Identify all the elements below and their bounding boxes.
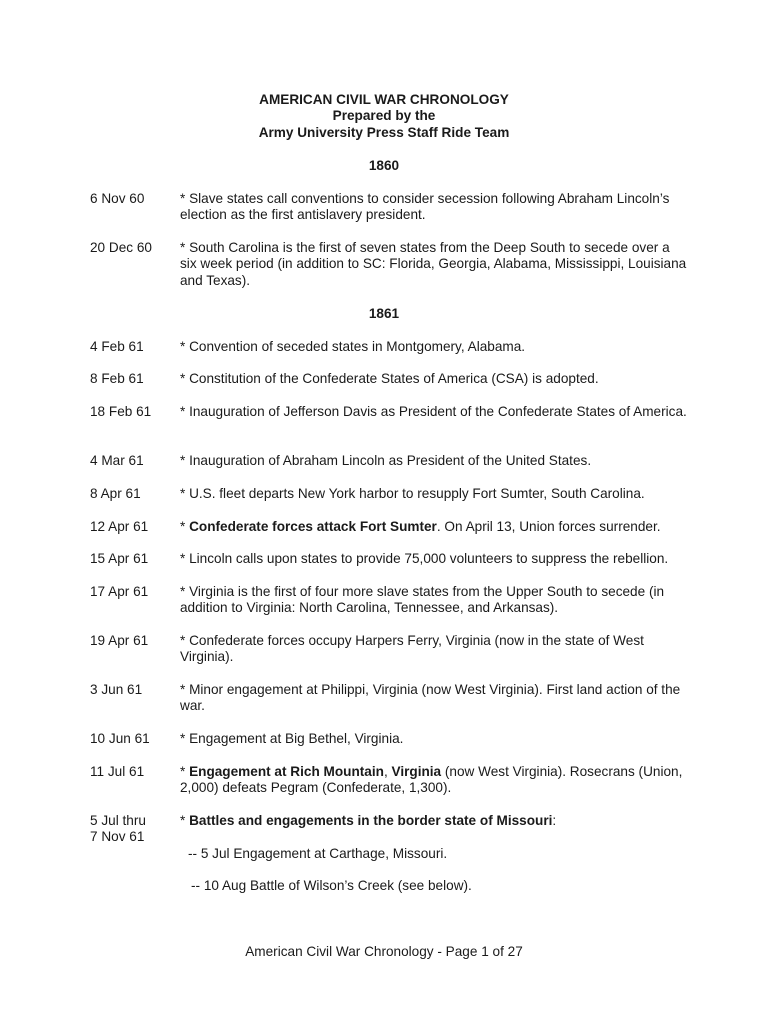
entry-text	[180, 813, 690, 829]
entry-text-bold: Engagement at Rich Mountain	[189, 764, 384, 779]
entry-date: 12 Apr 61	[90, 519, 149, 534]
year-heading-1860: 1860	[368, 158, 400, 173]
sub-item-carthage: -- 5 Jul Engagement at Carthage, Missouri.	[188, 846, 448, 861]
page-footer: American Civil War Chronology - Page 1 of 27	[245, 944, 523, 959]
entry-text	[180, 764, 690, 797]
entry-date: 17 Apr 61	[90, 584, 149, 599]
entry-text: * Lincoln calls upon states to provide 75,000 volunteers to suppress the rebellion.	[180, 551, 669, 566]
entry-text-bold-2: Virginia	[391, 764, 442, 779]
entry-date: 20 Dec 60	[90, 240, 152, 255]
entry-date: 6 Nov 60	[90, 191, 145, 206]
entry-text: * Confederate forces occupy Harpers Ferry, Virginia (now in the state of West Virginia).	[180, 633, 644, 665]
entry-date: 4 Mar 61	[90, 453, 144, 468]
entry-date: 15 Apr 61	[90, 551, 149, 566]
entry-text: * U.S. fleet departs New York harbor to resupply Fort Sumter, South Carolina.	[180, 486, 645, 501]
entry-text-suffix: :	[552, 813, 557, 828]
entry-date: 5 Jul thru 7 Nov 61	[90, 813, 146, 845]
entry-text-prefix: *	[180, 519, 190, 534]
entry-text-prefix: *	[180, 764, 190, 779]
entry-text-suffix: . On April 13, Union forces surrender.	[436, 519, 661, 534]
entry-text: * Minor engagement at Philippi, Virginia (now West Virginia). First land action of the war.	[180, 682, 681, 714]
sub-item-wilsons-creek: -- 10 Aug Battle of Wilson’s Creek (see below).	[191, 878, 472, 893]
entry-text-prefix: *	[180, 813, 190, 828]
entry-text: * Constitution of the Confederate States of America (CSA) is adopted.	[180, 371, 599, 386]
document-author: Army University Press Staff Ride Team	[258, 124, 510, 140]
entry-date: 4 Feb 61	[90, 339, 144, 354]
entry-date: 11 Jul 61	[90, 764, 145, 779]
entry-date: 8 Feb 61	[90, 371, 144, 386]
document-header	[0, 92, 768, 141]
entry-text-suffix: (now West Virginia). Rosecrans (Union, 2,000) defeats Pegram (Confederate, 1,300).	[180, 764, 683, 796]
entry-text: * Convention of seceded states in Montgomery, Alabama.	[180, 339, 526, 354]
entry-text	[180, 519, 690, 535]
entry-text-bold: Battles and engagements in the border state of Missouri	[189, 813, 553, 828]
entry-text: * Inauguration of Abraham Lincoln as President of the United States.	[180, 453, 592, 468]
document-title: AMERICAN CIVIL WAR CHRONOLOGY	[259, 92, 509, 107]
entry-text-bold: Confederate forces attack Fort Sumter	[189, 519, 437, 534]
entry-text: * Inauguration of Jefferson Davis as President of the Confederate States of America.	[180, 404, 687, 419]
entry-text: * Slave states call conventions to consider secession following Abraham Lincoln’s election as the first antislavery president.	[180, 191, 670, 223]
entry-date: 8 Apr 61	[90, 486, 141, 501]
year-heading-1861: 1861	[368, 306, 400, 321]
entry-text: * Engagement at Big Bethel, Virginia.	[180, 731, 404, 746]
entry-date: 3 Jun 61	[90, 682, 143, 697]
entry-date: 10 Jun 61	[90, 731, 150, 746]
document-subtitle: Prepared by the	[332, 108, 436, 124]
entry-date: 19 Apr 61	[90, 633, 149, 648]
entry-date: 18 Feb 61	[90, 404, 152, 419]
entry-text: * Virginia is the first of four more slave states from the Upper South to secede (in addition to Virginia: North Carolina, Tennessee, and Arkansas).	[180, 584, 665, 616]
entry-text-mid: ,	[383, 764, 392, 779]
entry-text: * South Carolina is the first of seven states from the Deep South to secede over a six week period (in addition to SC: Florida, Georgia, Alabama, Mississippi, Louisiana and Texas).	[180, 240, 687, 288]
